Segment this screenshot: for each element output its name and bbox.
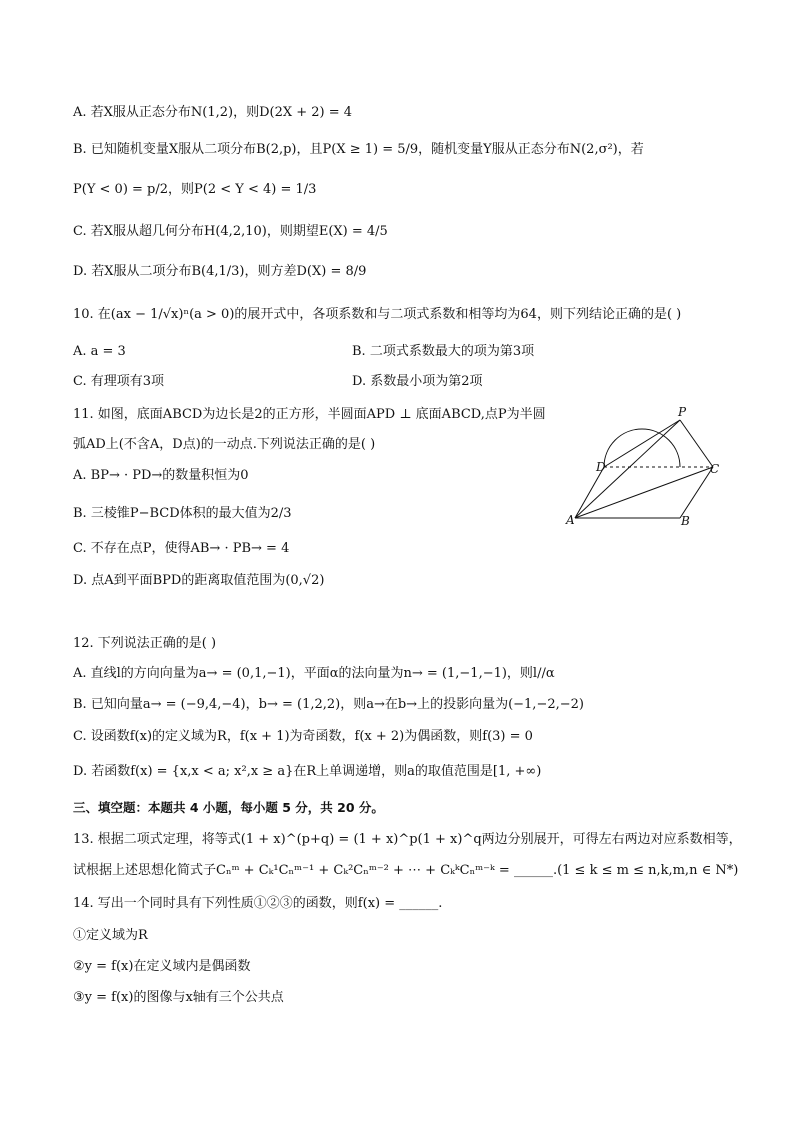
edge-bc <box>680 467 713 518</box>
q11-stem-line1: 11. 如图，底面ABCD为边长是2的正方形，半圆面APD ⊥ 底面ABCD,点P为半圆 <box>73 407 546 422</box>
q14-stem: 14. 写出一个同时具有下列性质①②③的函数，则f(x) = ______. <box>73 896 443 911</box>
label-a: A <box>566 513 575 527</box>
edge-pc <box>680 420 713 467</box>
q9-option-b-line1: B. 已知随机变量X服从二项分布B(2,p)，且P(X ≥ 1) = 5/9，随机变量Y服从正态分布N(2,σ²)，若 <box>73 142 644 157</box>
geometry-figure <box>560 400 730 532</box>
q9-option-c: C. 若X服从超几何分布H(4,2,10)，则期望E(X) = 4/5 <box>73 224 388 239</box>
label-p: P <box>678 405 687 419</box>
q10-stem: 10. 在(ax − 1/√x)ⁿ(a > 0)的展开式中，各项系数和与二项式系数和相等均为64，则下列结论正确的是( ) <box>73 307 682 322</box>
q10-option-d: D. 系数最小项为第2项 <box>352 374 483 389</box>
q12-option-d: D. 若函数f(x) = {x,x < a; x²,x ≥ a}在R上单调递增，则a的取值范围是[1, +∞) <box>73 764 542 779</box>
edge-ad <box>575 467 604 518</box>
q11-option-b: B. 三棱锥P−BCD体积的最大值为2/3 <box>73 506 292 521</box>
q11-option-d: D. 点A到平面BPD的距离取值范围为(0,√2) <box>73 573 325 588</box>
edge-ac <box>575 467 713 518</box>
q14-property-3: ③y = f(x)的图像与x轴有三个公共点 <box>73 990 284 1005</box>
q14-property-2: ②y = f(x)在定义域内是偶函数 <box>73 959 251 974</box>
q10-option-a: A. a = 3 <box>73 344 126 359</box>
q13-stem-line2: 试根据上述思想化简式子Cₙᵐ + Cₖ¹Cₙᵐ⁻¹ + Cₖ²Cₙᵐ⁻² + ⋯ + CₖᵏCₙᵐ⁻ᵏ = ______.(1 ≤ k ≤ m ≤ n,k,m,n ∈ N*) <box>73 863 739 878</box>
label-b: B <box>681 514 690 528</box>
edge-ap <box>575 420 680 518</box>
section-three-heading: 三、填空题：本题共 4 小题，每小题 5 分，共 20 分。 <box>73 800 384 815</box>
q11-option-c: C. 不存在点P，使得AB→ · PB→ = 4 <box>73 541 290 556</box>
semicircle-arc <box>604 429 680 467</box>
q10-option-c: C. 有理项有3项 <box>73 374 165 389</box>
q12-stem: 12. 下列说法正确的是( ) <box>73 636 217 651</box>
q9-option-a: A. 若X服从正态分布N(1,2)，则D(2X + 2) = 4 <box>73 105 353 120</box>
label-d: D <box>596 460 606 474</box>
q12-option-a: A. 直线l的方向向量为a→ = (0,1,−1)，平面α的法向量为n→ = (1,−1,−1)，则l//α <box>73 666 555 681</box>
q13-stem-line1: 13. 根据二项式定理，将等式(1 + x)^(p+q) = (1 + x)^p(1 + x)^q两边分别展开，可得左右两边对应系数相等， <box>73 832 742 847</box>
q11-stem-line2: 弧AD上(不含A，D点)的一动点.下列说法正确的是( ) <box>73 437 376 452</box>
q9-option-b-line2: P(Y < 0) = p/2，则P(2 < Y < 4) = 1/3 <box>73 182 317 197</box>
label-c: C <box>710 462 720 476</box>
q11-option-a: A. BP→ · PD→的数量积恒为0 <box>73 468 249 483</box>
q14-property-1: ①定义域为R <box>73 928 148 943</box>
edge-dp <box>604 420 680 467</box>
q10-option-b: B. 二项式系数最大的项为第3项 <box>352 344 535 359</box>
q9-option-d: D. 若X服从二项分布B(4,1/3)，则方差D(X) = 8/9 <box>73 264 367 279</box>
q12-option-b: B. 已知向量a→ = (−9,4,−4)，b→ = (1,2,2)，则a→在b→上的投影向量为(−1,−2,−2) <box>73 697 584 712</box>
q12-option-c: C. 设函数f(x)的定义域为R，f(x + 1)为奇函数，f(x + 2)为偶函数，则f(3) = 0 <box>73 729 533 744</box>
